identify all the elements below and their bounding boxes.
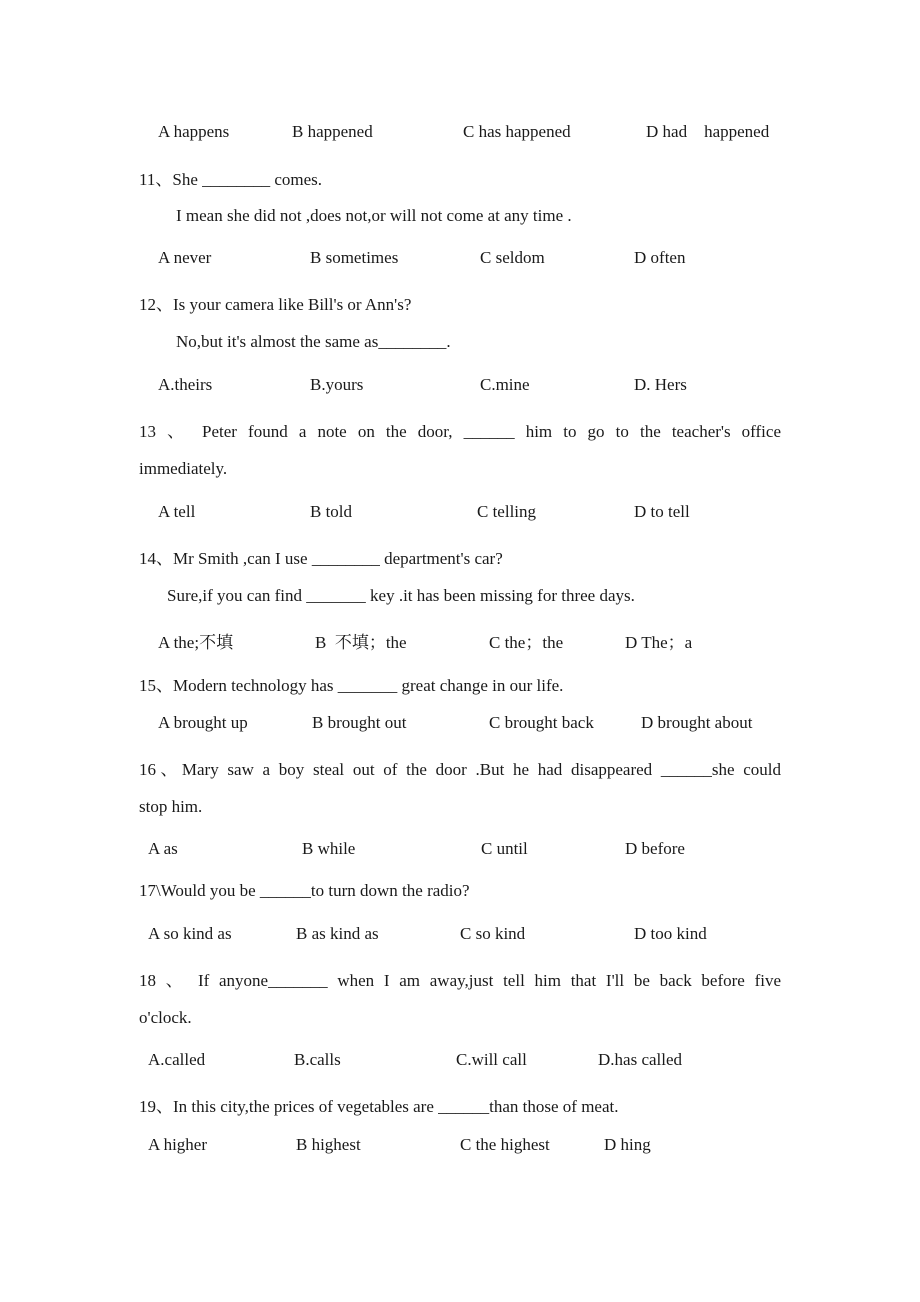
- question-stem: 15、Modern technology has _______ great change in our life.: [139, 676, 564, 695]
- option-b: B as kind as: [296, 924, 379, 943]
- option-d: D too kind: [634, 924, 707, 943]
- option-c: C the highest: [460, 1135, 550, 1154]
- option-c: C telling: [477, 502, 537, 521]
- question-stem: 17\Would you be ______to turn down the radio?: [139, 881, 470, 900]
- option-b: B highest: [296, 1135, 361, 1154]
- option-d: D often: [634, 248, 686, 267]
- option-c: C until: [481, 839, 528, 858]
- option-a: A the;不填: [158, 633, 234, 652]
- question-stem: 12、Is your camera like Bill's or Ann's?: [139, 295, 412, 314]
- question-stem-line-2: immediately.: [139, 459, 228, 478]
- option-a: A tell: [158, 502, 196, 521]
- option-b: B sometimes: [310, 248, 399, 267]
- option-d: D. Hers: [634, 375, 687, 394]
- option-b: B.yours: [310, 375, 364, 394]
- question-stem-line-1: 16、Mary saw a boy steal out of the door .But he had disappeared ______she could: [139, 760, 781, 779]
- option-a: A.theirs: [158, 375, 213, 394]
- option-c: C.will call: [456, 1050, 527, 1069]
- option-d: D hing: [604, 1135, 651, 1154]
- question-stem: 11、She ________ comes.: [139, 170, 323, 189]
- option-b: B 不填；the: [315, 633, 407, 652]
- question-stem: 19、In this city,the prices of vegetables are ______than those of meat.: [139, 1097, 619, 1116]
- option-d: D to tell: [634, 502, 690, 521]
- option-a: A as: [148, 839, 178, 858]
- option-d: D had happened: [646, 122, 770, 141]
- option-d: D brought about: [641, 713, 753, 732]
- option-b: B brought out: [312, 713, 407, 732]
- option-d: D before: [625, 839, 685, 858]
- question-stem-line-1: 13 、 Peter found a note on the door, ______ him to go to the teacher's office: [139, 422, 781, 441]
- option-c: C brought back: [489, 713, 594, 732]
- option-d: D The；a: [625, 633, 693, 652]
- option-c: C so kind: [460, 924, 526, 943]
- option-c: C has happened: [463, 122, 571, 141]
- question-stem-line-2: o'clock.: [139, 1008, 192, 1027]
- question-stem-line-2: stop him.: [139, 797, 203, 816]
- option-a: A higher: [148, 1135, 208, 1154]
- question-stem: 14、Mr Smith ,can I use ________ department's car?: [139, 549, 503, 568]
- option-a: A never: [158, 248, 212, 267]
- option-b: B while: [302, 839, 356, 858]
- option-a: A happens: [158, 122, 230, 141]
- option-b: B told: [310, 502, 353, 521]
- question-context: I mean she did not ,does not,or will not come at any time .: [176, 206, 572, 225]
- option-d: D.has called: [598, 1050, 683, 1069]
- option-b: B.calls: [294, 1050, 341, 1069]
- option-b: B happened: [292, 122, 373, 141]
- option-c: C seldom: [480, 248, 545, 267]
- option-c: C the；the: [489, 633, 564, 652]
- question-stem-line-1: 18 、 If anyone_______ when I am away,just tell him that I'll be back before five: [139, 971, 781, 990]
- option-c: C.mine: [480, 375, 530, 394]
- question-context: No,but it's almost the same as________.: [176, 332, 451, 351]
- question-context: Sure,if you can find _______ key .it has been missing for three days.: [167, 586, 635, 605]
- option-a: A so kind as: [148, 924, 232, 943]
- option-a: A brought up: [158, 713, 248, 732]
- option-a: A.called: [148, 1050, 206, 1069]
